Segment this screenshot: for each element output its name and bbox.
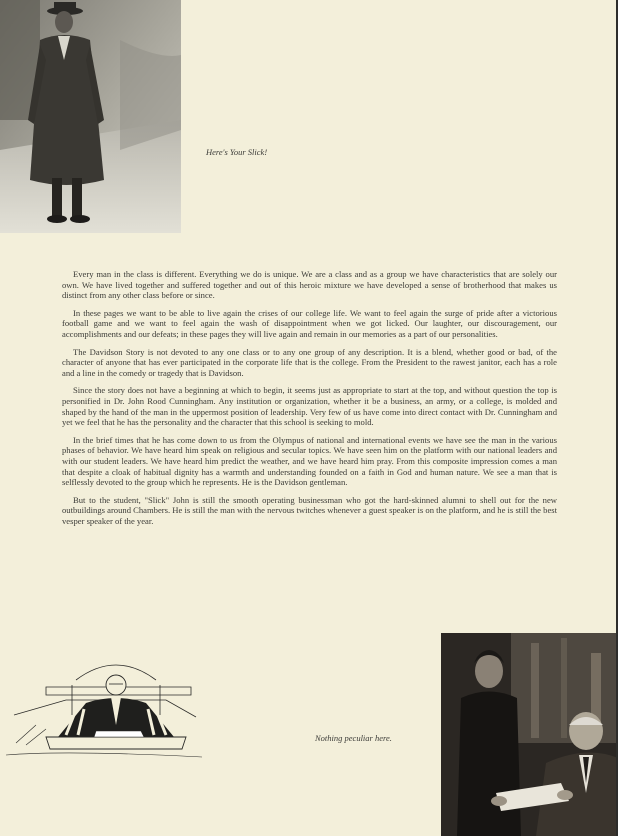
bottom-photo-caption: Nothing peculiar here. [315,733,392,743]
article-body [62,269,557,533]
office-photo-illustration [441,633,618,836]
paragraph: Since the story does not have a beginning at which to begin, it seems just as appropriate to start at the top, and without question the top is personified in Dr. John Rood Cunningham. Any institution or organization, whether it be a business, an army, or a college, is molded and shaped by the hand of the man in the uppermost position of leadership. Very few of us have come into direct contact with Dr. Cunningham and yet we feel that he has the personality and the character that this school is seeking to mold. [62,385,557,428]
office-photo [441,633,618,836]
paragraph: Every man in the class is different. Everything we do is unique. We are a class and as a group we have characteristics that are solely our own. We have lived together and suffered together and out of this heroic mixture we have developed a sense of brotherhood that makes us distinct from any other class before or since. [62,269,557,301]
paragraph: In the brief times that he has come down to us from the Olympus of national and international events we have see the man in the various phases of behavior. We have heard him speak on religious and secular topics. We have seen him on the platform with our national leaders and with our student leaders. We have heard him predict the weather, and we have heard him pray. From this composite impression comes a man that despite a cloak of habitual dignity has a warmth and understanding founded on a faith in God and human nature. We see a man that is selflessly devoted to the group which he represents. He is the Davidson gentleman. [62,434,557,488]
podium-sketch [6,645,202,767]
podium-sketch-illustration [6,645,202,767]
paragraph: In these pages we want to be able to live again the crises of our college life. We want to feel again the surge of pride after a victorious football game and we want to feel again the wash of disappointment when we got licked. Our laughter, our discouragement, our accomplishments and our defeats; in these pages they will live again and remain in our memories as a part of our personalities. [62,307,557,339]
paragraph: But to the student, "Slick" John is still the smooth operating businessman who got the hard-skinned alumni to shell out for the new outbuildings around Chambers. He is still the man with the nervous twitches whenever a guest speaker is on the platform, and he is still the best vesper speaker of the year. [62,494,557,526]
overcoat-man-illustration [0,0,181,233]
overcoat-man-photo [0,0,181,233]
paragraph: The Davidson Story is not devoted to any one class or to any one group of any description. It is a blend, whether good or bad, of the character of anyone that has ever participated in the corporate life that is the college. From the President to the rawest janitor, each has a role and a line in the comedy or tragedy that is Davidson. [62,346,557,378]
top-photo-caption: Here's Your Slick! [206,147,268,157]
